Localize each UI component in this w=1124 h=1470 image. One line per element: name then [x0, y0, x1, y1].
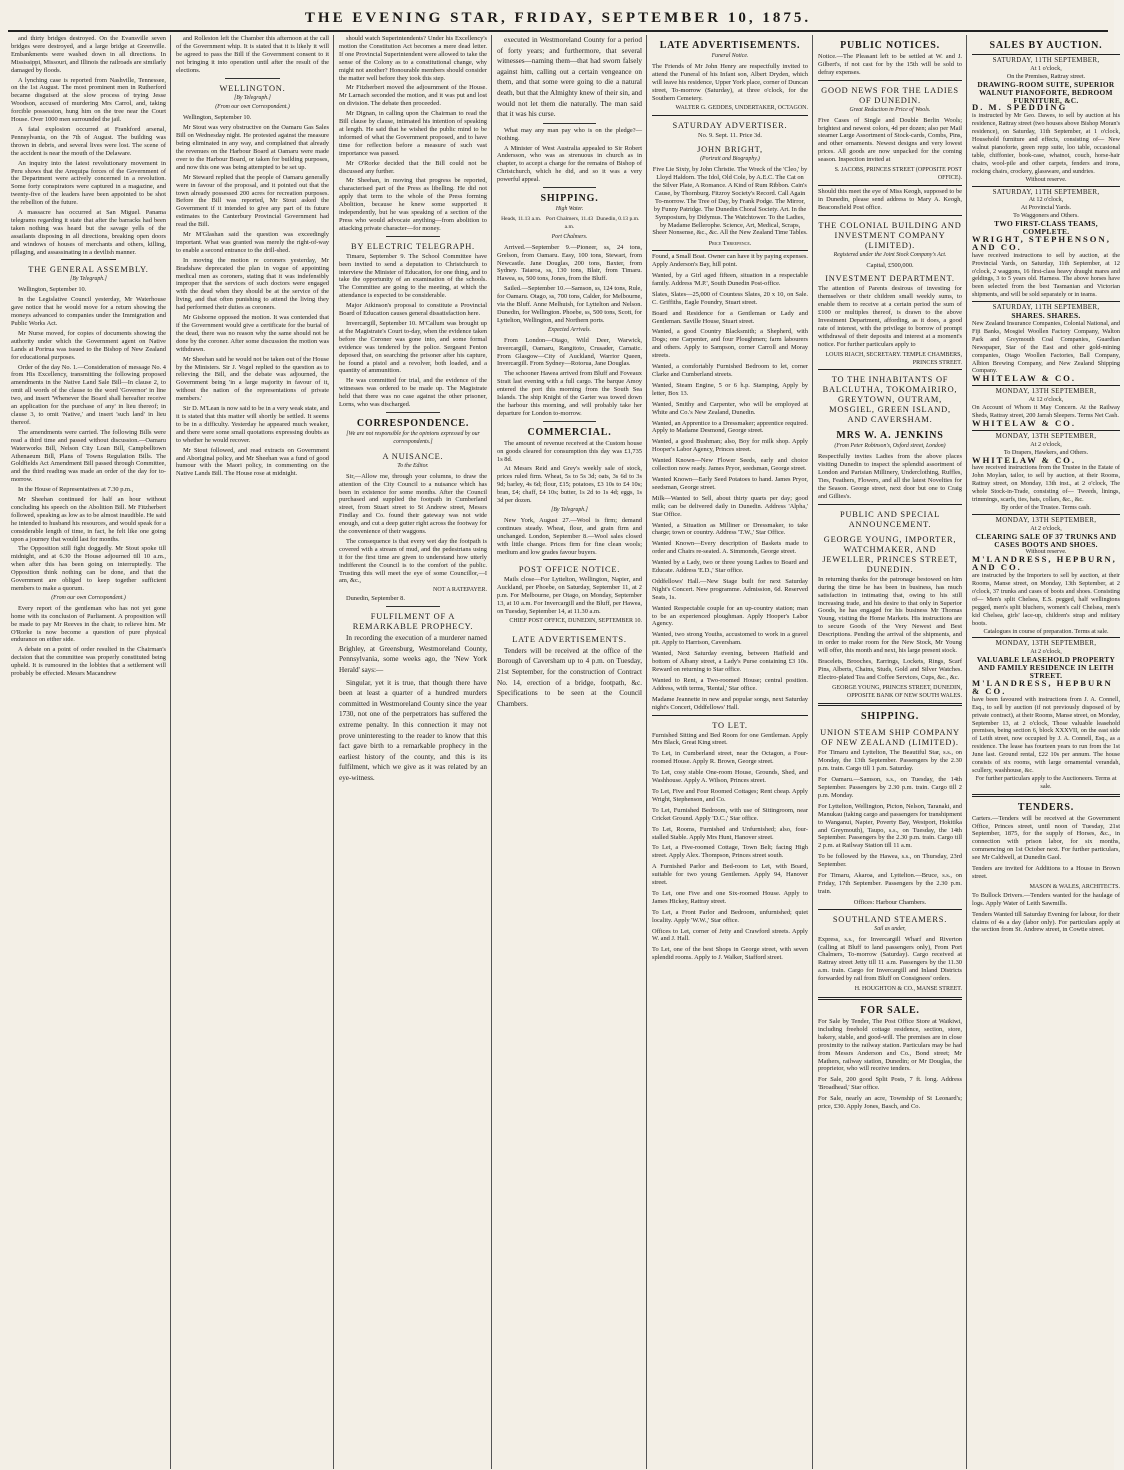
public-notice: In returning thanks for the patronage bestowed on him during the time he has been in business, has much satisfaction in intimating that, owing to his still increasing trade, and his desire to that only in Superior Goods, he has engaged for his business Mr Thomas Young, visiting the Home Markets. His instructions are to secure Goods of the Very Newest and Best Descriptions. Pending the arrival of the shipments, and in order to make room for the New Stock, Mr Young will offer, this month and next, his large present stock. — [818, 575, 962, 654]
classified-ad: Milk—Wanted to Sell, about thirty quarts per day; good milk; can be delivered daily in Dunedin. Address 'Alpha,' Star Office. — [652, 494, 808, 518]
classified-ad: For Sale, nearly an acre, Township of St Leonard's; price, £30. Apply Jones, Basch, and Co. — [818, 1095, 962, 1111]
divider — [652, 115, 808, 116]
divider — [543, 123, 595, 124]
auction-subtitle: To Waggoners and Others. — [1013, 212, 1079, 220]
news-paragraph: Mr Steward replied that the people of Oamaru generally were in favour of the proposal, and it pointed out that the town already possessed 200 acres for recreation purposes. Before the Bill was reported, Mr Stout asked the Government if it intended to give any part of its future estimates to the Canterbury Provincial Government had read the Bill. — [176, 173, 329, 229]
news-paragraph: The amount of revenue received at the Custom house on goods cleared for consumption this day was £1,735 1s 8d. — [497, 439, 642, 463]
shipping-departures: Sailed.—September 10.—Samson, ss, 124 tons, Rule, for Oamaru. Otago, ss, 700 tons, Calder, for Melbourne, via the Bluff. Anne Melhuish, for Lyttelton and Nelson. Dunedin, for Wellington. Phoebe, ss, 500 tons, Scott, for Lyttelton, Wellington, and Northern ports. — [497, 285, 642, 324]
correspondent-line: (From our own Correspondent.) — [51, 594, 126, 601]
tender-notice: Carters.—Tenders will be received at the Government Office, Princes street, until noon of Tuesday, 21st September, 1875, for the supply of Horses, &c., in connection with prison labor, for six months, commencing on 1st October next. For further particulars, see Mr Caldwell, at Dunedin Gaol. — [972, 814, 1120, 862]
auction-note: By order of the Trustee. Terms cash. — [1001, 503, 1091, 511]
auction-notice — [972, 433, 1120, 512]
news-paragraph: What may any man pay who is on the pledge?—Nothing. — [497, 126, 642, 142]
shipping-notice: To be followed by the Hawea, s.s., on Thursday, 23rd September. — [818, 853, 962, 869]
section-subheading: [By Telegraph.] — [70, 276, 107, 283]
news-paragraph: executed in Westmoreland County for a period of forty years; and furthermore, that several witnesses—naming them—that had sworn falsely against him, calling out a certain vengeance on them, and that some were going to die a natural death, but that the Almighty knew of their sin, and would not let them die naturally. The man said that it was his curse. — [497, 36, 642, 119]
classified-ad: A Furnished Parlor and Bed-room to Let, with Board, suitable for two young Gentlemen. Apply 94, Hanover street. — [652, 863, 808, 887]
news-paragraph: Mr Sheehan continued for half an hour without concluding his speech on the Abolition Bill. Mr Fitzherbert followed, speaking as low as to be almost inaudible. He said he intended to husband his resources, and would speak for a considerable length of time, in fact, he felt like one going upon a journey that would last for months. — [11, 496, 166, 543]
news-paragraph: In moving the motion re coroners yesterday, Mr Bradshaw deprecated the plan in vogue of appointing medical men as coroners, stating that it was indefensibly improper that the services of such doctors were engaged with the dead when they should be at the service of the living, and that often punishing to attend the living they had performed their duties as coroners. — [176, 256, 329, 312]
tender-notice: To Bullock Drivers.—Tenders wanted for the haulage of logs. Apply Water of Leith Sawmills. — [972, 891, 1120, 907]
auction-date: SATURDAY, 11TH SEPTEMBER, — [992, 187, 1100, 196]
divider — [386, 412, 439, 413]
classified-ad: To Let, a Front Parlor and Bedroom, unfurnished; quiet locality. Apply 'W.W.,' Star office. — [652, 908, 808, 924]
auction-body: are instructed by the Importers to sell by auction, at their Rooms, Manse street, on Monday, 13th September, at 2 o'clock, 37 trunks and cases of boots and shoes. Consisting of— Men's split Chelsea, E.S. pegged, half wellingtons pegged, men's split bluchers, women's calf Chelsea, men's kid Chelsea, girls' lace-up, children's strap and military boots. — [972, 572, 1120, 627]
auction-notice — [972, 57, 1120, 184]
ad-heading: INVESTMENT DEPARTMENT. — [825, 274, 955, 284]
news-paragraph: Tenders will be received at the office of the Borough of Caversham up to 4 p.m. on Tuesday, 21st September, for the construction of Contract No. 14, erection of a bridge, footpath, &c. Specifications to be seen at the Council Chambers. — [497, 646, 642, 708]
classified-ad: Wanted Known—New Flower Seeds, early and choice collection now ready. James Pryor, seedsman, George street. — [652, 457, 808, 473]
auction-time: At 12 o'clock, — [1028, 196, 1064, 204]
advertiser-price: Price Threepence. — [708, 240, 752, 248]
news-paragraph: In recording the execution of a murderer named Brighley, at Greensburg, Westmoreland County, Pennsylvania, some weeks ago, the 'New York Herald' says:— — [339, 634, 487, 674]
divider — [818, 504, 962, 505]
auction-notice — [972, 304, 1120, 383]
auctioneer-name: D. M. SPEDDING — [972, 102, 1068, 113]
auction-notice — [972, 189, 1120, 300]
section-heading: WELLINGTON. — [219, 83, 286, 93]
classified-ad: To Let, in Cumberland street, near the Octagon, a Four-roomed House. Apply R. Brown, George street. — [652, 750, 808, 766]
auction-body: is instructed by Mr Geo. Dawes, to sell by auction at his residence, Rattray street (two houses above Bishop Moran's residence), on Saturday, 11th September, at 1 o'clock, Household furniture and effects, consisting of— New walnut pianoforte, green repp suite, loo table, occasional table, chiffonier, book-case, whatnot, couch, horse-hair chairs, wool-pile and other carpets, fenders and irons, rocking chairs, crockery, glassware, and sundries. — [972, 112, 1120, 175]
shipping-notice: For Timaru, Akaroa, and Lyttelton.—Bruce, s.s., on Friday, 17th September. Passengers by the 2.30 p.m. train. — [818, 872, 962, 895]
auction-subtitle: To Drapers, Hawkers, and Others. — [1003, 448, 1089, 456]
notice-signature: CHIEF POST OFFICE, DUNEDIN, SEPTEMBER 10. — [509, 617, 642, 624]
classified-ad: Wanted, a good Bushman; also, Boy for milk shop. Apply Hooper's Labor Agency, Princes street. — [652, 438, 808, 454]
news-paragraph: Mr Sheehan, in moving that progress be reported, characterised part of the Press as libelling. He did not apply that term to the whole of the Press forming Abolition, because he knew some supported it independently, but he was speaking of a section of the Press who would advocate anything—from abolition to attacking private character—for money. — [339, 177, 487, 232]
classified-ad: To Let, a Five-roomed Cottage, Town Belt; facing High street. Apply Alex. Thompson, Princes street south. — [652, 844, 808, 860]
auction-note: Without reserve. — [1025, 175, 1067, 183]
divider — [386, 606, 439, 607]
auctioneer-name: M'LANDRESS, HEPBURN & CO. — [972, 677, 1113, 696]
tides-heading: High Water. — [555, 206, 584, 213]
section-heading: SALES BY AUCTION. — [989, 40, 1103, 51]
tides-table — [497, 216, 642, 232]
section-heading: SHIPPING. — [540, 193, 599, 205]
correspondent-line: (From our own Correspondent.) — [215, 104, 290, 111]
classified-ad: To Let, cosy stable One-room House, Grounds, Shed, and Washhouse. Apply A. Wilson, Princes street. — [652, 769, 808, 785]
shipping-arrivals: Arrived.—September 9.—Pioneer, ss, 24 tons, Grelson, from Oamaru. Easy, 100 tons, Stewart, from Newcastle. Jane Douglas, 200 tons, Baxter, from Sydney. Taiaroa, ss, 130 tons, Blair, from Timaru. Hawea, ss, 500 tons, Jones, from the Bluff. — [497, 243, 642, 283]
news-paragraph: At Messrs Reid and Grey's weekly sale of stock, prices ruled firm. Wheat, 5s to 5s 3d; oats, 3s 6d to 3s 9d; barley, 4s 6d; flour, £15; potatoes, £3 10s to £4 10s; bran, £4; chaff, £4 10s; butter, 1s 2d to 1s 4d; eggs, 1s 3d per dozen. — [497, 465, 642, 505]
divider — [386, 236, 439, 237]
auctioneer-name: WHITELAW & CO. — [972, 417, 1077, 428]
classified-ad: Furnished Sitting and Bed Room for one Gentleman. Apply Mrs Black, Great King street. — [652, 731, 808, 747]
news-paragraph: A fatal explosion occurred at Frankford arsenal, Pennsylvania, on the 7th of August. The building was thrown in debris, and several lives were lost. The scene of the accident is near the mouth of the Delaware. — [11, 125, 166, 157]
news-paragraph: Mr Stout followed, and read extracts on Government and Aboriginal policy, and Mr Sheehan was a fund of good humour with the Maori policy, in commenting on the Native Lands Bill. The House rose at midnight. — [176, 446, 329, 478]
ad-heading: SOUTHLAND STEAMERS. — [832, 914, 948, 924]
news-paragraph: He was committed for trial, and the evidence of the witnesses was ordered to be made up. The Magistrate held that there was no case against the other prisoner, Lorns, who was discharged. — [339, 377, 487, 409]
divider — [543, 187, 595, 188]
auction-note: Catalogues in course of preparation. Terms at sale. — [983, 627, 1109, 635]
auction-note: Without reserve. — [1025, 548, 1067, 556]
ad-heading: THE COLONIAL BUILDING AND INVESTMENT COMPANY (LIMITED). — [818, 220, 962, 250]
divider — [972, 385, 1120, 386]
news-paragraph: In the House of Representatives at 7.30 p.m., — [18, 486, 134, 494]
auction-body: have received instructions to sell by auction, at the Provincial Yards, on Saturday, 11th September, at 12 o'clock, 2 waggons, 16 first-class heavy draught mares and geldings, 3 to 5 years old. Harness. The above horses have been selected from the best Tasmanian and Victorian shipments, and will be sold separately or in teams. — [972, 251, 1120, 299]
classified-ad: Wanted, an Apprentice to a Dressmaker; apprentice required. Apply to Madame Desmond, George street. — [652, 419, 808, 435]
auction-title: DRAWING-ROOM SUITE, SUPERIOR WALNUT PIANOFORTE, BEDROOM FURNITURE, &C. — [977, 79, 1115, 105]
classified-ad: Madame Jeannette in new and popular songs, next Saturday night's Concert, Oddfellows' Hall. — [652, 695, 808, 711]
classified-ad: Wanted, Next Saturday evening, between Hatfield and bottom of Albany street, a Lady's Purse containing £3 10s. Reward on returning to Star office. — [652, 650, 808, 673]
auction-date: MONDAY, 13TH SEPTEMBER, — [995, 639, 1097, 648]
auction-time: At 2 o'clock, — [1030, 440, 1062, 448]
auction-time: At 2 o'clock, — [1030, 524, 1062, 532]
ad-heading: UNION STEAM SHIP COMPANY OF NEW ZEALAND (LIMITED). — [820, 728, 960, 748]
letter-date: Dunedin, September 8. — [346, 595, 405, 603]
letter-addressee: To the Editor. — [397, 462, 429, 469]
notice-signature: LOUIS RIACH, SECRETARY. TEMPLE CHAMBERS, PRINCES STREET. — [825, 351, 962, 366]
classified-ad: Wanted to Rent, a Two-roomed House; central position. Address, with terms, 'Rental,' Star office. — [652, 676, 808, 692]
advertiser-issue: No. 9. Sept. 11. Price 3d. — [697, 132, 763, 140]
classified-ad: Wanted, two strong Youths, accustomed to work in a gravel pit. Apply to Harrison, Caversham. — [652, 631, 808, 647]
tender-notice: Tenders are invited for Additions to a House in Brown street. — [972, 865, 1120, 880]
divider — [543, 629, 595, 630]
news-paragraph: An inquiry into the latest revolutionary movement in Peru shows that the Arequipa forces of the Government of the Department were actively concerned in a revolution. Some forty conspirators were captured in a magazine, and twenty-five of the leaders have been appointed to be shot the rebellion of the future. — [11, 159, 166, 207]
classified-ad: For Sale by Tender, The Post Office Store at Waikiwi, including freehold cottage residence, section, store, bakery, stable, and good-will. The premises are in close proximity to the railway station. Particulars may be had from Messrs Anderson and Co., Bond street; Mr Mathers, railway station, Dunedin; or Mr Douglas, the proprietor, who will receive tenders. — [818, 1017, 962, 1073]
section-heading: LATE ADVERTISEMENTS. — [512, 634, 627, 644]
divider — [972, 637, 1120, 638]
shipping-notice: For Oamaru.—Samson, s.s., on Tuesday, the 14th September. Passengers by 2.30 p.m. train. Cargo till 2 p.m. Monday. — [818, 776, 962, 799]
notice-signature: WALTER G. GEDDES, UNDERTAKER, OCTAGON. — [675, 105, 808, 112]
section-heading: FOR SALE. — [860, 1004, 920, 1016]
divider — [61, 259, 117, 260]
auction-notice — [972, 517, 1120, 636]
ad-subheading: (From Peter Robinson's, Oxford street, London) — [834, 443, 946, 450]
auction-notice — [972, 388, 1120, 428]
divider — [652, 715, 808, 716]
news-paragraph: In the Legislative Council yesterday, Mr Waterhouse gave notice that he would move for a return showing the moneys advanced to companies under the Immigration and Public Works Act. — [11, 296, 166, 327]
tide-entry: Dunedin, 0.13 p.m. — [596, 216, 640, 222]
columns — [8, 35, 1120, 1469]
news-paragraph: Invercargill, September 10. M'Callum was brought up at the Magistrate's Court to-day, when the evidence taken before the Coroner was gone into, and some formal evidence was tendered by the police. Sergeant Fenton deposed that, on searching the prisoner after his capture, he found a pistol and a revolver, both loaded, and a quantity of ammunition. — [339, 320, 487, 375]
tender-notice: Tenders Wanted till Saturday Evening for labour, for their claims of 4s a day (labor only). For particulars apply at the section from St. Andrew street, in Cowtie street. — [972, 910, 1120, 934]
auctioneer-name: WHITELAW & CO. — [972, 454, 1077, 465]
divider — [972, 301, 1120, 302]
shipping-notice: Express, s.s., for Invercargill Wharf and Riverton (calling at Bluff to land passengers only), From Port Chalmers, To-morrow (Saturday). Cargo received at Rattray street Jetty till 11 a.m. Passengers by the 11.30 a.m. train. Cargo for Invercargill and Inland Districts forwarded by rail from Bluff on Consignees' orders. — [818, 935, 962, 983]
news-paragraph: Singular, yet it is true, that though there have been at least a quarter of a hundred murders committed in Westmoreland County since the year 1730, not one of the perpetrators has suffered the extreme penalty. In this connection it may not prove uninteresting to the reader to know that this fact gave birth to a remarkable prophecy in the earliest history of the county, and this is its fulfilment, which we give as it was related by an eye-witness. — [339, 678, 487, 782]
shipping-notes: The schooner Hawea arrived from Bluff and Foveaux Strait last evening with a full cargo. The barque Amoy entered the port this morning from the South Sea Islands. The ship Knight of the Garter was towed down the harbour this morning, and will probably take her departure for London to-morrow. — [497, 370, 642, 417]
shipping-notice: For Lyttelton, Wellington, Picton, Nelson, Taranaki, and Manukau (taking cargo and passengers for transhipment to Wanganui, Napier, Poverty Bay, Westport, Hokitika and Greymouth), Taupo, s.s., on Tuesday, the 14th September. Passengers by the 2.30 p.m. train. Cargo till 2 p.m. at Railway Station till 11 a.m. — [818, 802, 962, 850]
section-heading: CORRESPONDENCE. — [356, 417, 470, 429]
column-7 — [969, 35, 1124, 1469]
section-heading: PUBLIC NOTICES. — [840, 40, 940, 51]
news-paragraph: Mr Fitzherbert moved the adjournment of the House. Mr Larnach seconded the motion, and it was put and lost on division. The debate then proceeded. — [339, 84, 487, 108]
auction-date: SATURDAY, 11TH SEPTEMBER, — [992, 303, 1100, 312]
capital-line: Capital, £500,000. — [866, 261, 914, 269]
auction-date: SATURDAY, 11TH SEPTEMBER, — [992, 56, 1100, 64]
auction-notice — [972, 640, 1120, 790]
divider — [818, 215, 962, 216]
notice-signature: Offices: Harbour Chambers. — [853, 898, 927, 906]
section-subheading: [By Telegraph.] — [551, 507, 588, 513]
shipping-expected: From London—Otago, Wild Deer, Warwick, Invercargill, Oamaru, Rangitoto, Crusader, Carnatic. From Glasgow—City of Auckland, Warrior Queen, Invercargill. From Sydney—Rotorua, Jane Douglas. — [497, 336, 642, 368]
auction-body: have been favoured with instructions from J. A. Connell, Esq., to sell by auction (if not previously disposed of by private contract), at their Rooms, Manse street, on Monday, September 13, at 2 o'clock, Those valuable leasehold premises, being section 6, block XXXVII, on the east side of Leith street, now occupied by J. A. Connell, Esq., as a residence. The lease has fourteen years to run from the 1st June last. Ground rental, £22 10s per annum. The house consists of six rooms, with large ornamental verandah, scullery, washhouse, &c. — [972, 695, 1120, 774]
classified-ad: Wanted by a Lady, two or three young Ladies to Board and Educate. Address 'E.D.,' Star office. — [652, 559, 808, 575]
news-paragraph: The amendments were carried. The following Bills were read a third time and passed without discussion.—Oamaru Waterworks Bill, Nelson City Loan Bill, Campbelltown Athenaeum Bill, Plans of Towns Regulation Bills. The Goldfields Act Amendment Bill passed through Committee, and the third reading was made an order of the day for to-morrow. — [11, 428, 166, 484]
news-paragraph: Mr Nurse moved, for copies of documents showing the authority under which the Government agent on Native Lands at Porirua was issued to the Bishop of New Zealand for educational purposes. — [11, 329, 166, 361]
divider — [818, 997, 962, 1000]
auction-title: VALUABLE LEASEHOLD PROPERTY AND FAMILY RESIDENCE IN LEITH STREET. — [976, 655, 1116, 681]
divider — [972, 514, 1120, 515]
section-heading: FULFILMENT OF A REMARKABLE PROPHECY. — [352, 612, 474, 632]
column-6 — [815, 35, 967, 1469]
auction-time: At 1 o'clock, — [1030, 64, 1062, 72]
divider — [543, 559, 595, 560]
news-paragraph: Timaru, September 9. The School Committee have been invited to send a deputation to Christchurch to interview the Minister of Education, for one thing, and to take the opportunity of an examination of the schools. The Committee are going to the meeting, at which the attendance is expected to be considerable. — [339, 252, 487, 300]
ad-heading: GEORGE YOUNG, IMPORTER, WATCHMAKER, AND JEWELLER, PRINCES STREET, DUNEDIN. — [822, 534, 958, 574]
divider — [972, 430, 1120, 431]
news-paragraph: A Minister of West Australia appealed to Sir Robert Andersson, who was as strenuous in church as in chapter, to accept a charge for the remains of Bishop of Christchurch, which he did, and so it was a very powerful appeal. — [497, 144, 642, 184]
column-1 — [8, 35, 171, 1469]
funeral-notice: The Friends of Mr John Henry are respectfully invited to attend the Funeral of his Infant son, Albert Dryden, which will leave his residence, Upper York place, corner of Duncan street, To-morrow (Saturday), at three o'clock, for the Southern Cemetery. — [652, 62, 808, 102]
column-5 — [649, 35, 813, 1469]
auction-date: MONDAY, 13TH SEPTEMBER, — [995, 515, 1097, 524]
divider — [818, 80, 962, 81]
news-paragraph: Mr O'Rorke decided that the Bill could not be discussed any further. — [339, 159, 487, 175]
auction-body: New Zealand Insurance Companies, Colonial National, and Fiji Banks, Mosgiel Woollen Factory Company, Walton Park and Greymouth Coal Companies, Guardian Newspaper, Star of the East and other gold-mining companies, Otago Woollen Factories, Ball Company, Albion Brewing Company, and New Zealand Shipping Company. — [972, 320, 1120, 375]
classified-ad: To Let, Furnished Bedroom, with use of Sittingroom, near Cricket Ground. Apply 'D.C.,' Star office. — [652, 806, 808, 822]
tide-entry: Port Chalmers, 11.43 a.m. — [545, 216, 594, 230]
notice-signature: S. JACOBS, PRINCES STREET (OPPOSITE POST OFFICE). — [834, 167, 962, 181]
auction-place: At Provincial Yards. — [1020, 204, 1072, 212]
section-heading: THE GENERAL ASSEMBLY. — [28, 265, 149, 275]
section-heading: TO LET. — [712, 720, 748, 730]
notice-signature: MASON & WALES, ARCHITECTS. — [1029, 883, 1120, 890]
news-paragraph: A debate on a point of order resulted in the Chairman's decision that the committee was properly constituted being upheld. It is rumoured in the lobbies that a settlement will probably be effected. Messrs Macandrew — [11, 646, 166, 678]
public-notice: Bracelets, Brooches, Earrings, Lockets, Rings, Scarf Pins, Alberts, Chains, Studs, Gold and Silver Watches. Electro-plated Tea and Coffee Services, Cups, &c., &c. — [818, 657, 962, 681]
public-notice: Respectfully invites Ladies from the above places visiting Dunedin to inspect the splendid assortment of London and Parisian Millinery, Underclothing, Ruffles, Ties, Feathers, Flowers, and all the latest Novelties for the Season. George street, next door but one to Craig and Gillies's. — [818, 453, 962, 500]
section-heading: LATE ADVERTISEMENTS. — [659, 40, 801, 51]
news-paragraph: should watch Superintendents? Under his Excellency's motion the Constitution Act becomes a mere dead letter. If one Provincial Superintendent were allowed to take the sense of the Colony as to a constitutional change, why might not another? Honourable members should consider the matter well before they took this step. — [339, 35, 487, 82]
classified-ad: To Let, one of the best Shops in George street, with seven splendid rooms. Apply to J. Walker, Stafford street. — [652, 946, 808, 962]
ad-heading: GOOD NEWS FOR THE LADIES OF DUNEDIN. — [821, 85, 959, 105]
divider — [972, 794, 1120, 797]
auction-body: On Account of Whom it May Concern. At the Railway Sheds, Rattray street, 200 Jarrah Sleepers. Terms Net Cash. — [972, 404, 1120, 419]
section-subheading: [By Telegraph.] — [234, 94, 271, 101]
auction-title: TWO FIRST-CLASS TEAMS, COMPLETE. — [994, 219, 1098, 237]
news-paragraph: Order of the day No. 1.—Consideration of message No. 4 from His Excellency, transmitting the following proposed amendments in the Native Land Sale Bill—In clause 2, to omit all words of the clause to the word 'Governor' in line two, and insert 'Whenever the Board shall hereafter receive an application for the purchase of any' in lieu thereof; in clause 3, to omit 'Native,' and insert 'such land' in lieu thereof. — [11, 363, 166, 426]
dateline: Wellington, September 10. — [18, 286, 87, 294]
divider — [652, 250, 808, 251]
classified-ad: Wanted, by a Girl aged fifteen, situation in a respectable family. Address 'M.P.', South Dunedin Post-office. — [652, 272, 808, 287]
section-subheading: Funeral Notice. — [711, 53, 749, 59]
classified-ad: Wanted, a good Country Blacksmith; a Shepherd, with Dogs; one Carpenter, and four Ploughmen; farm labourers and others. Apply to Sampson, corner Carroll and Moray streets. — [652, 328, 808, 360]
section-heading: COMMERCIAL. — [527, 426, 612, 438]
notice-signature: GEORGE YOUNG, PRINCES STREET, DUNEDIN, OPPOSITE BANK OF NEW SOUTH WALES. — [832, 684, 962, 699]
shipping-notice: For Timaru and Lyttelton, The Beautiful Star, s.s., on Monday, the 13th September. Passengers by the 2.30 p.m. train. Cargo till 1 p.m. Saturday. — [818, 749, 962, 773]
news-paragraph: A lynching case is reported from Nashville, Tennessee, on the 1st August. The most prominent men in Rutherford became disguised at the slow process of trying Jesse Woodson, accused of murdering Mrs Carrol, and, taking forcible possession, hung him on the tree near the Court House. Over 1000 men surrounded the jail. — [11, 76, 166, 124]
auction-place: On the Premises, Rattray street. — [1006, 72, 1086, 80]
public-notice: Five Cases of Single and Double Berlin Wools; brightest and newest colors, 4d per dozen; also per Mail steamer Large Assortment of Stock-cards, Combs, Pins, and other ornaments. Newest designs and very lowest prices. All goods are now unpacked for the coming season. Inspection invited at — [818, 116, 962, 164]
news-paragraph: Mr M'Glashan said the question was exceedingly important. What was granted was merely the right-of-way to enable a second entrance to the drill-shed. — [176, 231, 329, 254]
page-masthead: THE EVENING STAR, FRIDAY, SEPTEMBER 10, 1875. — [8, 6, 1108, 32]
news-paragraph: and Rolleston left the Chamber this afternoon at the call of the Government whip. It is stated that it is likely it will be agreed to pass the Bill if the Government consent to it not bringing it into operation until after the result of the elections. — [176, 35, 329, 74]
classified-ad: For Sale, 200 good Split Posts, 7 ft. long. Address 'Broadhead,' Star office. — [818, 1076, 962, 1092]
classified-ad: To Let, one Five and one Six-roomed House. Apply to James Hickey, Rattray street. — [652, 889, 808, 905]
advertiser-title: JOHN BRIGHT, — [697, 145, 763, 155]
section-heading: BY ELECTRIC TELEGRAPH. — [351, 241, 475, 251]
news-paragraph: Every report of the gentleman who has not yet gone home with its conclusion of Parliament. A proposition will be made to pay Mr Reeves in the chair, to relieve him. Mr O'Rorke is now become a question of pure physical endurance on either side. — [11, 604, 166, 644]
dateline: Wellington, September 10. — [183, 114, 252, 122]
auction-date: MONDAY, 13TH SEPTEMBER, — [995, 431, 1097, 440]
news-paragraph: Major Atkinson's proposal to constitute a Provincial Board of Education causes general dissatisfaction here. — [339, 302, 487, 318]
ad-subheading: Sail as under, — [874, 925, 906, 932]
auction-date: MONDAY, 13TH SEPTEMBER, — [995, 387, 1097, 396]
auctioneer-name: M'LANDRESS, HEPBURN, AND CO. — [972, 554, 1117, 573]
divider — [972, 186, 1120, 187]
column-3 — [336, 35, 492, 1469]
auction-time: At 12 o'clock, — [1028, 396, 1064, 404]
divider — [818, 909, 962, 910]
column-4 — [494, 35, 647, 1469]
ad-heading: MRS W. A. JENKINS — [836, 430, 944, 442]
classified-ad: Wanted, Smithy and Carpenter, who will be employed at White and Co.'s New Zealand, Dunedin. — [652, 400, 808, 416]
classified-ad: Board and Residence for a Gentleman or Lady and Gentleman. Saville House, Stuart street. — [652, 309, 808, 325]
letter-paragraph: The consequence is that every wet day the footpath is covered with a stream of mud, and the pedestrians using it for the first time are given to understand how utterly indifferent the Council is to the comfort of the public. Trusting this will meet the eye of some Councillor,—I am, &c., — [339, 537, 487, 585]
classified-ad: Wanted Respectable couple for an up-country station; man to be an experienced ploughman. Apply Hooper's Labor Agency. — [652, 604, 808, 628]
auctioneer-name: WRIGHT, STEPHENSON, AND CO. — [972, 233, 1111, 252]
ad-heading: TO THE INHABITANTS OF BALCLUTHA, TOKOMAIRIRO, GREYTOWN, OUTRAM, MOSGIEL, GREEN ISLAND, AND CAVERSHAM. — [822, 375, 958, 425]
column-2 — [173, 35, 334, 1469]
editor-note: [We are not responsible for the opinions expressed by our correspondents.] — [346, 430, 480, 445]
news-paragraph: The Opposition still fight doggedly. Mr Stout spoke till midnight, and at 6.30 the House adjourned till 10 a.m., when after this has been going on interruptedly. The Opposition think nothing can be done, and that the Government are obliged to keep together sufficient members to make a quorum. — [11, 545, 166, 592]
news-paragraph: A massacre has occurred at San Miguel. Panama telegrams regarding it state that after the barracks had been taken nothing was heard but the savage yells of the assailants disposing in all directions, breaking open doors and windows of houses of merchants and others, killing, pillaging, and assassinating in a devilish manner. — [11, 209, 166, 256]
classified-ad: Wanted, Steam Engine, 5 or 6 h.p. Stamping, Apply by letter, Box 13. — [652, 381, 808, 397]
auction-note: For further particulars apply to the Auctioneers. Terms at sale. — [975, 774, 1117, 790]
news-paragraph: Mr Stout was very obstructive on the Oamaru Gas Sales Bill on Wednesday night. He protested against the measure being eliminated in any way, and complained that already the revenues on the Harbour Board at Oamaru were made over to the Harbour Board, or taken for building purposes, and now this one was being attempted to be set up. — [176, 124, 329, 171]
section-heading: POST OFFICE NOTICE. — [518, 565, 621, 575]
ad-subheading: Great Reduction in Price of Wools. — [849, 106, 931, 113]
section-heading: SHIPPING. — [860, 711, 920, 723]
notice-signature: H. HOUGHTON & CO., MANSE STREET. — [854, 986, 962, 993]
auction-time: At 2 o'clock, — [1030, 648, 1062, 656]
advertiser-heading: SATURDAY ADVERTISER. — [672, 121, 788, 131]
public-notice: The attention of Parents desirous of investing for themselves or their children small weekly sums, to enable them to receive at a certain period the sum of £100 or multiples thereof, is drawn to the above Investment Department, affording, as it does, a good rate of interest, with the privilege to borrow of prompt withdrawal of their deposits and interest at a moment's notice. For further particulars apply to — [818, 285, 962, 348]
auction-body: have received instructions from the Trustee in the Estate of John Moylan, tailor, to sell by auction, at their Rooms, Rattray street, on Monday, 13th inst., at 2 o'clock, The whole Stock-in-Trade, consisting of— Tweeds, linings, trimmings, scarfs, ties, hats, collars, &c., &c. — [972, 464, 1120, 504]
divider — [818, 369, 962, 370]
section-heading: TENDERS. — [1017, 801, 1075, 813]
port-heading: Port Chalmers. — [551, 233, 588, 240]
ad-subheading: Registered under the Joint Stock Company's Act. — [833, 251, 947, 258]
classified-ad: Found, a Small Boat. Owner can have it by paying expenses. Apply Anderson's Bay, hill point. — [652, 253, 808, 269]
classified-ad: Oddfellows' Hall.—New Stage built for next Saturday Night's Concert. New programme. Admission, 6d. Reserved Seats, 1s. — [652, 577, 808, 601]
auctioneer-name: WHITELAW & CO. — [972, 373, 1077, 384]
auction-title: CLEARING SALE OF 37 TRUNKS AND CASES BOOTS AND SHOES. — [975, 531, 1117, 549]
classified-ad: Offices to Let, corner of Jetty and Crawford streets. Apply W. and J. Hall. — [652, 927, 808, 943]
divider — [818, 185, 962, 186]
classified-ad: Slates, Slates—25,000 of Countess Slates, 20 x 10, on Sale. C. Griffiths, Eagle Foundry, Stuart street. — [652, 290, 808, 306]
public-notice: Should this meet the eye of Miss Keogh, supposed to be in Dunedin, please send address to Mary A. Keogh, Beaconsfield Post office. — [818, 187, 962, 211]
letter-paragraph: Sir,—Allow me, through your columns, to draw the attention of the City Council to a nuisance which has been in existence for some months. After the Council purchased and supplied the footpath in Cumberland street, from Stuart street to St Andrew street, Messrs Findlay and Co. found their gateway was not wide enough, and cut a deep gutter right across the footway for the convenience of their waggons. — [339, 472, 487, 536]
advertiser-subtitle: (Portrait and Biography.) — [700, 156, 760, 163]
news-paragraph: Mails close—For Lyttelton, Wellington, Napier, and Auckland, per Phoebe, on Saturday, September 11, at 2 p.m. For Melbourne, per Otago, on Monday, September 13, at 10 a.m. For Invercargill and the Bluff, per Hawea, on Tuesday, September 14, at 11.30 a.m. — [497, 576, 642, 616]
news-paragraph: Sir D. M'Lean is now said to be in a very weak state, and it is stated that this matter will shortly be settled. It seems to be in a difficulty. Yesterday he appeared much weaker, and there were some small quotations expressing doubts as to whether he would recover. — [176, 405, 329, 444]
classified-ad: Wanted, a Situation as Milliner or Dressmaker, to take charge; town or country. Address 'T.W.,' Star Office. — [652, 521, 808, 537]
news-paragraph: Mr Gisborne opposed the motion. It was contended that if the Government would give a certificate for the burial of the dead, there was no reason why the same should not be done by the coroner. After some discussion the motion was withdrawn. — [176, 314, 329, 353]
ad-heading: PUBLIC AND SPECIAL ANNOUNCEMENT. — [839, 509, 941, 529]
divider — [818, 703, 962, 706]
tide-entry: Heads, 11.13 a.m. — [501, 216, 542, 222]
letter-signature: NOT A RATEPAYER. — [433, 587, 487, 594]
classified-ad: To Let, Rooms, Furnished and Unfurnished; also, four-stalled Stable. Apply Mrs Hunt, Hanover street. — [652, 825, 808, 841]
classified-ad: Wanted, a comfortably Furnished Bedroom to let, corner Clarke and Cumberland streets. — [652, 363, 808, 378]
divider — [225, 78, 280, 79]
news-paragraph: New York, August 27.—Wool is firm; demand continues steady. Wheat, flour, and grain firm and unchanged. London, September 8.—Wool sales closed with little change. Prices firm for fine clean wools; medium and low grades favour buyers. — [497, 516, 642, 556]
classified-ad: Wanted Known—Every description of Baskets made to order and Chairs re-seated. A. Simmonds, George street. — [652, 540, 808, 556]
expected-heading: Expected Arrivals. — [547, 326, 592, 333]
classified-ad: Wanted Known—Early Seed Potatoes to hand. James Pryor, seedsman, George street. — [652, 475, 808, 491]
divider — [543, 421, 595, 422]
letter-title: A NUISANCE. — [382, 451, 444, 461]
news-paragraph: Mr Dignan, in calling upon the Chairman to read the Bill clause by clause, intimated his intention of speaking at length. He said that he wished the public mind to be informed of what the Government proposed, and to have time for reflection before a measure of such vast importance was passed. — [339, 110, 487, 157]
auction-title: SHARES. SHARES. — [1011, 311, 1081, 321]
public-notice: Notice.—The Pleasant left to be settled at W. and J. Gilbert's, if not cast for by the 15th will be sold to defray expenses. — [818, 53, 962, 76]
advertiser-contents: Five Lie Sixty, by John Christie. The Wreck of the 'Cleo,' by Lloyd Haldorn. The Idol, Old Cole, by A.E.C. The Cat on the Silver Plate, A Romance. A Kind of Rum Ribbon. Cain's Cause, by Thornburg. Fitzroy Society's Record. Call Again To-morrow. The Tree of Day, by Frank Podge. The Mirror, by Funny Patridge. The Dunedin Choral Society. Art. In the Symposium, by Didymus. The Watchtower. To the Ladies, by Madame Bellerophe. Science, Art, Medical, Scraps, Sheer Nonsense, &c., &c. All the New Zealand Time Tables. — [652, 166, 808, 237]
news-paragraph: Mr Sheehan said he would not be taken out of the House by the Ministers. Sir J. Vogel replied to the question as to relieving the Bill, and the debate was adjourned, the Government being 'in a large majority in favour of it, without the nation of the representations of private members.' — [176, 355, 329, 403]
classified-ad: To Let, Five and Four Roomed Cottages; Rent cheap. Apply Wright, Stephenson, and Co. — [652, 787, 808, 803]
divider — [972, 54, 1120, 55]
news-paragraph: and thirty bridges destroyed. On the Evansville seven bridges were destroyed, and a large bridge at Greenville. Embankments were washed down in all directions. In Mississippi, Missouri, and Illinois the railroads are similarly damaged by floods. — [11, 35, 166, 74]
